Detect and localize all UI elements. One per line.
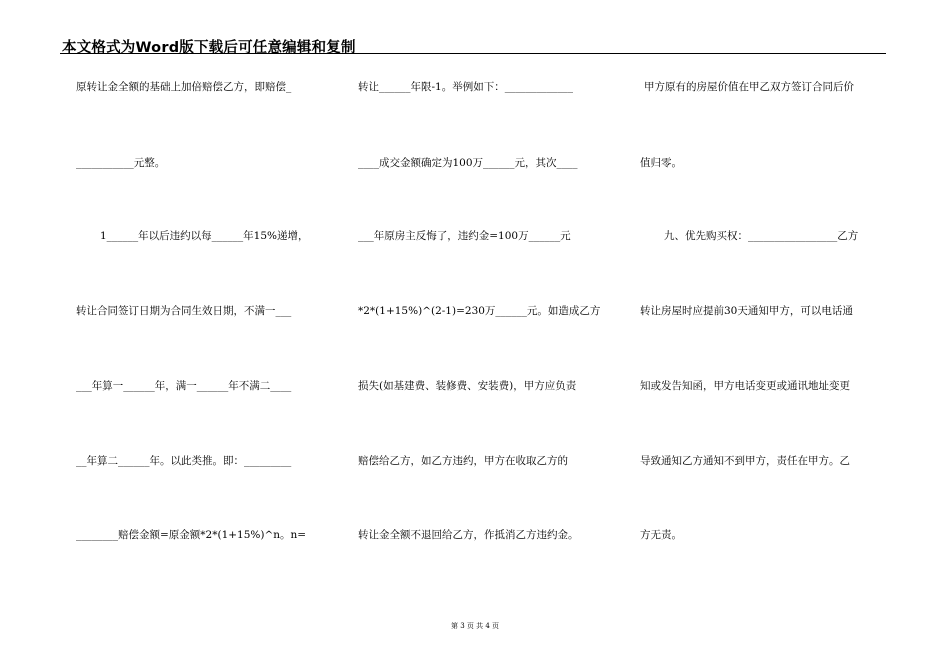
text-line: 九、优先购买权：_________________乙方 [664, 230, 859, 242]
header-rule [60, 53, 886, 54]
text-line: ___________元整。 [76, 157, 166, 169]
header-title: 本文格式为Word版下载后可任意编辑和复制 [62, 40, 356, 56]
text-line: 方无责。 [640, 529, 682, 541]
text-line: *2*(1+15%)^(2-1)=230万______元。如造成乙方 [358, 305, 601, 317]
text-line: 1______年以后违约以每______年15%递增， [100, 230, 309, 242]
text-line: ___年原房主反悔了，违约金=100万______元 [358, 230, 571, 242]
text-line: ___年算一______年，满一______年不满二____ [76, 380, 292, 392]
text-line: 赔偿给乙方，如乙方违约，甲方在收取乙方的 [358, 455, 568, 467]
text-line: ____成交金额确定为100万______元，其次____ [358, 157, 578, 169]
page-number: 第 3 页 共 4 页 [450, 622, 500, 630]
text-line: 知或发告知函，甲方电话变更或通讯地址变更 [640, 380, 850, 392]
text-line: 导致通知乙方通知不到甲方，责任在甲方。乙 [640, 455, 850, 467]
text-line: 转让金全额不退回给乙方，作抵消乙方违约金。 [358, 529, 579, 541]
text-line: 转让房屋时应提前30天通知甲方，可以电话通 [640, 305, 853, 317]
text-line: 转让______年限-1。举例如下：_____________ [358, 81, 573, 93]
text-line: 甲方原有的房屋价值在甲乙双方签订合同后价 [644, 81, 854, 93]
text-line: ________赔偿金额=原金额*2*(1+15%)^n。n= [76, 529, 307, 541]
text-line: 损失(如基建费、装修费、安装费)，甲方应负责 [358, 380, 577, 392]
text-line: __年算二______年。以此类推。即：_________ [76, 455, 292, 467]
text-line: 值归零。 [640, 157, 682, 169]
text-line: 转让合同签订日期为合同生效日期，不满一___ [76, 305, 292, 317]
text-line: 原转让金全额的基础上加倍赔偿乙方，即赔偿_ [76, 81, 292, 93]
